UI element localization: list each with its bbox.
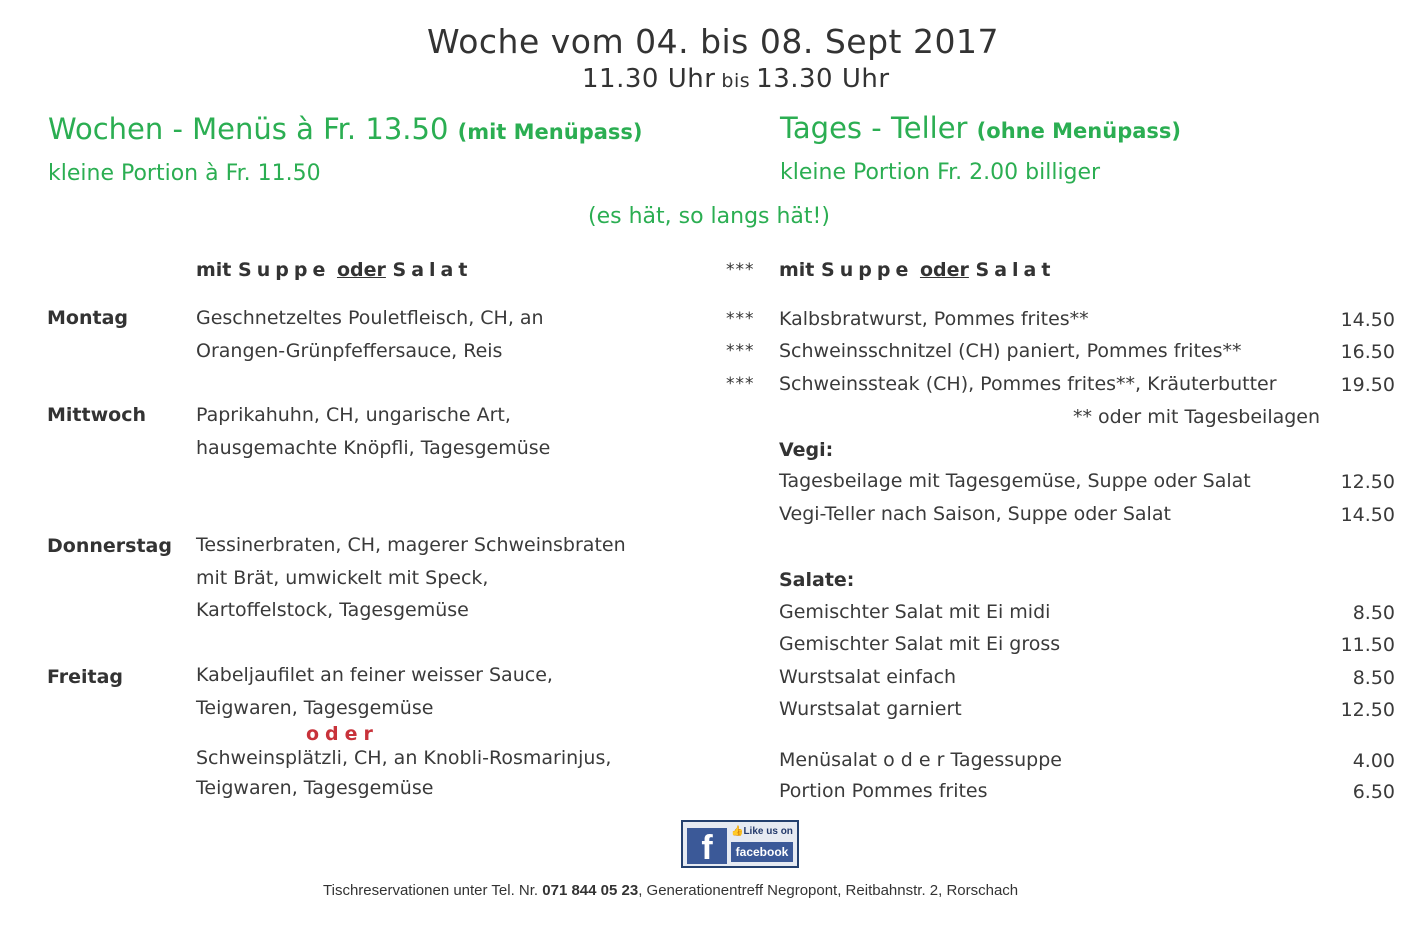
weekly-menu-title: Wochen - Menüs à Fr. 13.50 (48, 112, 449, 146)
dish-line: Kartoffelstock, Tagesgemüse (196, 599, 469, 621)
day-label-thursday: Donnerstag (47, 535, 172, 557)
reservation-footer (323, 882, 1018, 899)
extra-item: Portion Pommes frites (779, 780, 988, 802)
soup-word: Suppe (238, 259, 331, 281)
facebook-f-icon: f (687, 828, 727, 864)
extra-price: 6.50 (1352, 781, 1395, 803)
salad-item: Gemischter Salat mit Ei midi (779, 601, 1051, 623)
stars-marker: *** (726, 260, 755, 280)
dish-line: Orangen-Grünpfeffersauce, Reis (196, 339, 503, 362)
dish-line: Tessinerbraten, CH, magerer Schweinsbraten (196, 534, 626, 556)
or-separator: oder (306, 723, 379, 745)
time-from: 11.30 Uhr (582, 64, 716, 94)
day-label-friday: Freitag (47, 666, 124, 688)
stars-marker: *** (726, 341, 755, 361)
salate-label: Salate: (779, 569, 855, 591)
plate-name: Schweinssteak (CH), Pommes frites**, Kräuterbutter (779, 373, 1277, 395)
plates-side-note: ** oder mit Tagesbeilagen (1073, 406, 1321, 428)
plate-price: 19.50 (1340, 374, 1395, 396)
dish-line: Schweinsplätzli, CH, an Knobli-Rosmarinjus, (196, 747, 612, 769)
time-separator: bis (721, 70, 751, 92)
day-label-monday: Montag (47, 307, 128, 329)
footer-post: , Generationentreff Negropont, Reitbahnstr. 2, Rorschach (638, 882, 1019, 899)
plate-price: 16.50 (1340, 341, 1395, 363)
time-to: 13.30 Uhr (756, 64, 890, 94)
stars-marker: *** (726, 374, 755, 394)
vegi-price: 12.50 (1340, 471, 1395, 493)
footer-phone: 071 844 05 23 (542, 882, 639, 899)
plate-name: Kalbsbratwurst, Pommes frites** (779, 308, 1089, 330)
salad-price: 8.50 (1352, 602, 1395, 624)
salad-item: Wurstsalat garniert (779, 698, 962, 720)
dish-line: Paprikahuhn, CH, ungarische Art, (196, 404, 511, 426)
dish-line: Teigwaren, Tagesgemüse (196, 696, 434, 719)
salad-item: Wurstsalat einfach (779, 666, 957, 688)
vegi-item: Vegi-Teller nach Saison, Suppe oder Salat (779, 503, 1171, 525)
facebook-like-badge[interactable] (681, 820, 799, 868)
daily-plate-note: (ohne Menüpass) (976, 119, 1181, 143)
daily-plate-small-portion: kleine Portion Fr. 2.00 billiger (780, 160, 1101, 185)
dish-line: Kabeljaufilet an feiner weisser Sauce, (196, 664, 553, 686)
soup-word: Suppe (821, 259, 914, 281)
soup-pre: mit (779, 259, 815, 281)
daily-plate-heading (780, 111, 1181, 145)
soup-pre: mit (196, 259, 232, 281)
weekly-menu-small-portion: kleine Portion à Fr. 11.50 (48, 161, 321, 186)
salad-item: Gemischter Salat mit Ei gross (779, 633, 1061, 655)
salad-word: Salat (392, 259, 473, 281)
day-dish-thursday (196, 529, 626, 627)
or-word: oder (336, 259, 386, 281)
dish-line: Geschnetzeltes Pouletfleisch, CH, an (196, 307, 544, 329)
like-us-text: 👍Like us on (731, 826, 793, 837)
opening-hours (582, 64, 890, 94)
plate-name: Schweinsschnitzel (CH) paniert, Pommes frites** (779, 340, 1242, 362)
plate-price: 14.50 (1340, 309, 1395, 331)
salad-word: Salat (975, 259, 1056, 281)
day-dish-wednesday (196, 399, 550, 464)
left-soup-or-salad (196, 259, 472, 281)
day-dish-friday-alt (196, 743, 611, 803)
day-label-wednesday: Mittwoch (47, 404, 146, 426)
salad-price: 8.50 (1352, 667, 1395, 689)
dish-line: mit Brät, umwickelt mit Speck, (196, 566, 489, 589)
extra-item: Menüsalat o d e r Tagessuppe (779, 749, 1062, 771)
vegi-price: 14.50 (1340, 504, 1395, 526)
day-dish-friday (196, 659, 553, 724)
salad-price: 12.50 (1340, 699, 1395, 721)
facebook-wordmark: facebook (731, 842, 793, 862)
like-us-label: Like us on (743, 826, 793, 837)
dish-line: hausgemachte Knöpfli, Tagesgemüse (196, 436, 551, 459)
vegi-label: Vegi: (779, 439, 834, 461)
day-dish-monday (196, 302, 544, 367)
extra-price: 4.00 (1352, 750, 1395, 772)
daily-plate-title: Tages - Teller (780, 111, 968, 145)
right-soup-or-salad (779, 259, 1055, 281)
weekly-menu-heading (48, 112, 643, 146)
weekly-menu-note: (mit Menüpass) (457, 120, 643, 144)
stars-marker: *** (726, 309, 755, 329)
vegi-item: Tagesbeilage mit Tagesgemüse, Suppe oder Salat (779, 470, 1251, 492)
availability-note: (es hät, so langs hät!) (588, 204, 830, 229)
salad-price: 11.50 (1340, 634, 1395, 656)
dish-line: Teigwaren, Tagesgemüse (196, 777, 434, 799)
page-title: Woche vom 04. bis 08. Sept 2017 (427, 22, 999, 61)
footer-pre: Tischreservationen unter Tel. Nr. (323, 882, 543, 899)
or-word: oder (919, 259, 969, 281)
